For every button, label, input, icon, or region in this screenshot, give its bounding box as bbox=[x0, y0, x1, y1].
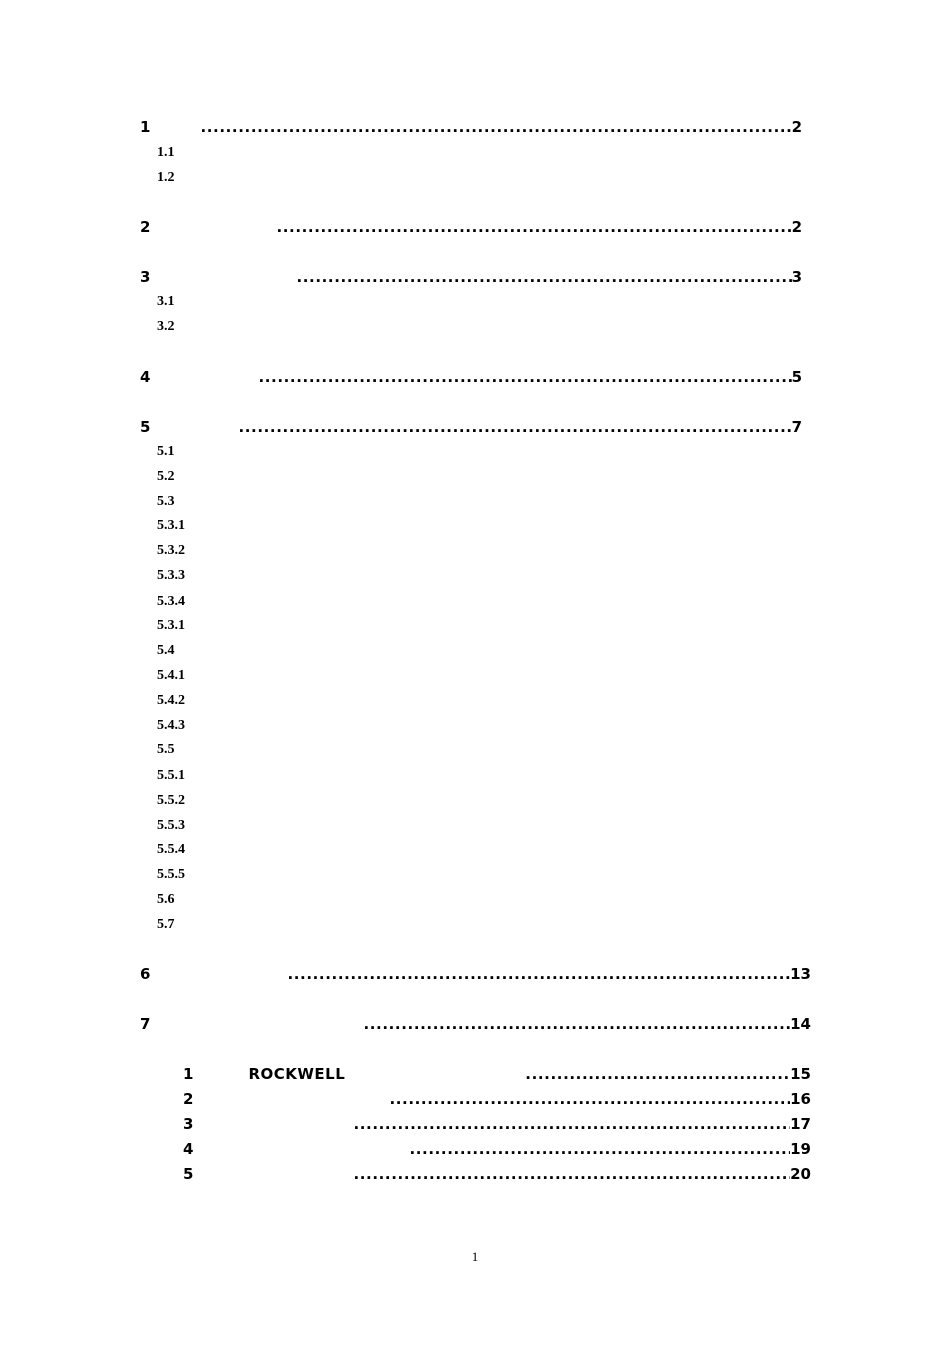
toc-subentry[interactable] bbox=[157, 892, 175, 908]
toc-page-number: 5 bbox=[791, 368, 802, 386]
toc-subentry[interactable] bbox=[157, 594, 185, 610]
toc-page-number: 2 bbox=[791, 218, 802, 236]
toc-leader bbox=[200, 118, 791, 136]
toc-number: 5.3 bbox=[157, 494, 175, 509]
toc-subentry[interactable] bbox=[157, 768, 185, 784]
toc-leader bbox=[287, 965, 790, 983]
toc-appendix-entry[interactable] bbox=[183, 1065, 811, 1083]
toc-leader bbox=[353, 1165, 790, 1183]
page-number: 1 bbox=[471, 1249, 479, 1264]
toc-page-number: 14 bbox=[790, 1015, 811, 1033]
toc-page-number: 13 bbox=[790, 965, 811, 983]
toc-entry[interactable] bbox=[140, 368, 802, 386]
toc-subentry[interactable] bbox=[157, 494, 175, 510]
toc-subentry[interactable] bbox=[157, 469, 175, 485]
toc-entry[interactable] bbox=[140, 218, 802, 236]
toc-number: 3.2 bbox=[157, 319, 175, 334]
toc-page-number: 3 bbox=[791, 268, 802, 286]
toc-appendix-entry[interactable] bbox=[183, 1165, 811, 1183]
toc-leader bbox=[353, 1115, 790, 1133]
toc-number: 5.5.4 bbox=[157, 842, 185, 857]
toc-subentry[interactable] bbox=[157, 568, 185, 584]
toc-label: ROCKWELL bbox=[248, 1065, 346, 1083]
toc-number: 5.5.5 bbox=[157, 867, 185, 882]
toc-number: 5.1 bbox=[157, 444, 175, 459]
toc-leader bbox=[296, 268, 791, 286]
toc-number: 5.5 bbox=[157, 742, 175, 757]
toc-subentry[interactable] bbox=[157, 693, 185, 709]
toc-number: 5 bbox=[140, 418, 151, 436]
toc-number: 5.3.4 bbox=[157, 594, 185, 609]
toc-subentry[interactable] bbox=[157, 294, 175, 310]
toc-number: 2 bbox=[140, 218, 151, 236]
toc-page-number: 7 bbox=[791, 418, 802, 436]
toc-leader bbox=[238, 418, 791, 436]
toc-appendix-entry[interactable] bbox=[183, 1140, 811, 1158]
toc-subentry[interactable] bbox=[157, 793, 185, 809]
toc-subentry[interactable] bbox=[157, 170, 175, 186]
toc-page-number: 19 bbox=[790, 1140, 811, 1158]
toc-subentry[interactable] bbox=[157, 742, 175, 758]
toc-number: 1.1 bbox=[157, 145, 175, 160]
toc-page-number: 17 bbox=[790, 1115, 811, 1133]
toc-number: 6 bbox=[140, 965, 151, 983]
toc-leader bbox=[276, 218, 791, 236]
toc-page-number: 16 bbox=[790, 1090, 811, 1108]
toc-number: 5.5.3 bbox=[157, 818, 185, 833]
toc-entry[interactable] bbox=[140, 118, 802, 136]
toc-number: 3 bbox=[183, 1115, 194, 1133]
toc-number: 4 bbox=[140, 368, 151, 386]
toc-leader bbox=[409, 1140, 790, 1158]
toc-number: 1 bbox=[183, 1065, 194, 1083]
toc-subentry[interactable] bbox=[157, 319, 175, 335]
toc-page-number: 20 bbox=[790, 1165, 811, 1183]
toc-number: 5.4.2 bbox=[157, 693, 185, 708]
toc-subentry[interactable] bbox=[157, 643, 175, 659]
toc-leader bbox=[389, 1090, 790, 1108]
toc-entry[interactable] bbox=[140, 268, 802, 286]
toc-number: 5 bbox=[183, 1165, 194, 1183]
toc-number: 5.3.2 bbox=[157, 543, 185, 558]
toc-number: 5.7 bbox=[157, 917, 175, 932]
toc-number: 5.3.1 bbox=[157, 518, 185, 533]
toc-subentry[interactable] bbox=[157, 518, 185, 534]
toc-number: 5.4 bbox=[157, 643, 175, 658]
toc-number: 3 bbox=[140, 268, 151, 286]
toc-subentry[interactable] bbox=[157, 618, 185, 634]
toc-number: 3.1 bbox=[157, 294, 175, 309]
toc-number: 1 bbox=[140, 118, 151, 136]
toc-subentry[interactable] bbox=[157, 145, 175, 161]
toc-appendix-entry[interactable] bbox=[183, 1115, 811, 1133]
toc-number: 5.3.3 bbox=[157, 568, 185, 583]
toc-subentry[interactable] bbox=[157, 444, 175, 460]
toc-number: 5.2 bbox=[157, 469, 175, 484]
toc-number: 4 bbox=[183, 1140, 194, 1158]
toc-entry[interactable] bbox=[140, 965, 811, 983]
toc-subentry[interactable] bbox=[157, 867, 185, 883]
toc-number: 5.5.2 bbox=[157, 793, 185, 808]
toc-entry[interactable] bbox=[140, 418, 802, 436]
toc-page-number: 2 bbox=[791, 118, 802, 136]
toc-number: 5.3.1 bbox=[157, 618, 185, 633]
toc-leader bbox=[363, 1015, 790, 1033]
toc-subentry[interactable] bbox=[157, 842, 185, 858]
toc-subentry[interactable] bbox=[157, 818, 185, 834]
toc-page-number: 15 bbox=[790, 1065, 811, 1083]
toc-number: 5.6 bbox=[157, 892, 175, 907]
toc-leader bbox=[525, 1065, 790, 1083]
toc-number: 7 bbox=[140, 1015, 151, 1033]
toc-appendix-entry[interactable] bbox=[183, 1090, 811, 1108]
toc-subentry[interactable] bbox=[157, 668, 185, 684]
toc-number: 2 bbox=[183, 1090, 194, 1108]
toc-number: 1.2 bbox=[157, 170, 175, 185]
toc-subentry[interactable] bbox=[157, 917, 175, 933]
toc-number: 5.4.1 bbox=[157, 668, 185, 683]
toc-leader bbox=[258, 368, 791, 386]
toc-number: 5.5.1 bbox=[157, 768, 185, 783]
toc-entry[interactable] bbox=[140, 1015, 811, 1033]
toc-subentry[interactable] bbox=[157, 718, 185, 734]
toc-number: 5.4.3 bbox=[157, 718, 185, 733]
toc-subentry[interactable] bbox=[157, 543, 185, 559]
